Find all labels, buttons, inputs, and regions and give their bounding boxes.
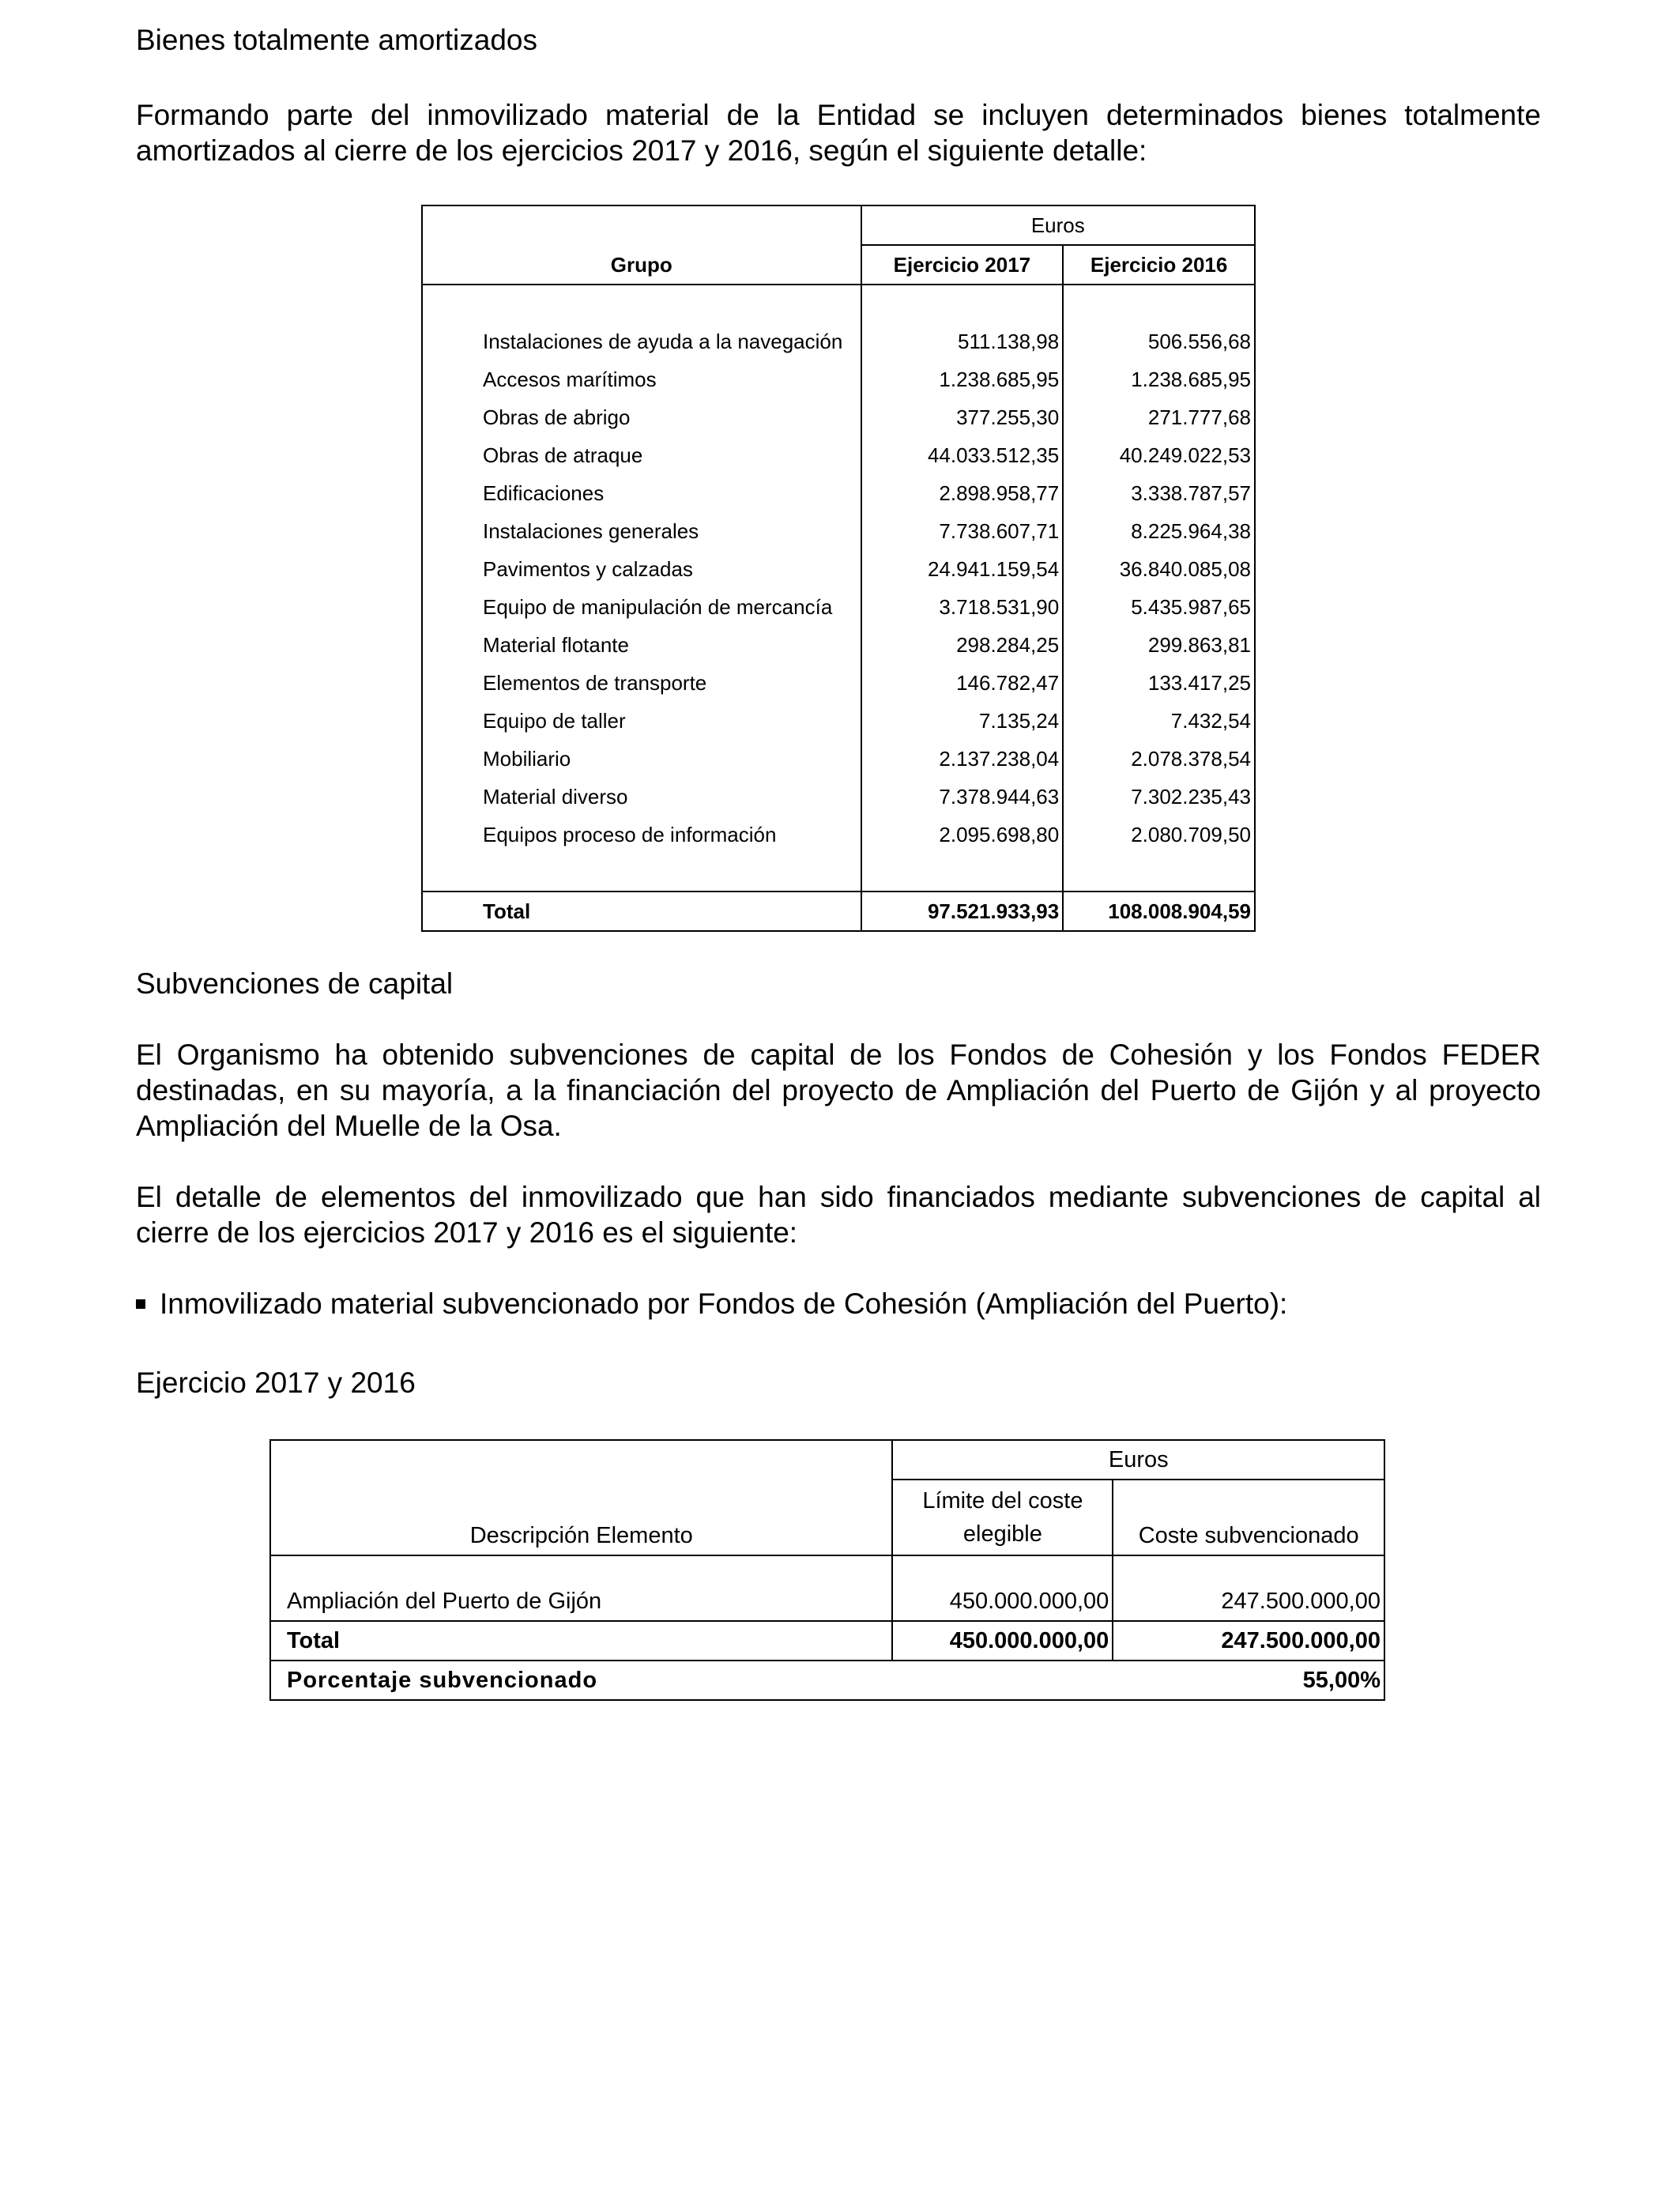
- table-row: [422, 512, 1255, 550]
- row-value-2016: 299.863,81: [1063, 626, 1255, 664]
- col-descripcion-header: Descripción Elemento: [270, 1480, 892, 1555]
- row-value-2016: 271.777,68: [1063, 398, 1255, 436]
- row-value-2017: 377.255,30: [861, 398, 1064, 436]
- row-label: Material flotante: [422, 626, 861, 664]
- table-row: [422, 474, 1255, 512]
- row-label: Equipo de taller: [422, 702, 861, 740]
- amortized-assets-table: [421, 205, 1256, 932]
- col-2016-header: Ejercicio 2016: [1063, 245, 1255, 285]
- total-coste: 247.500.000,00: [1113, 1621, 1384, 1661]
- total-label-2: Total: [270, 1621, 892, 1661]
- row-value-2017: 1.238.685,95: [861, 360, 1064, 398]
- row-value-2016: 3.338.787,57: [1063, 474, 1255, 512]
- table-row: [422, 778, 1255, 816]
- section-heading-bienes: Bienes totalmente amortizados: [136, 24, 537, 56]
- intro-paragraph: Formando parte del inmovilizado material de la Entidad se incluyen determinados bienes totalmente amortizados al cierre de los ejercicios 2017 y 2016, según el siguiente detalle:: [136, 99, 1541, 167]
- row-ampliacion-limit: 450.000.000,00: [892, 1582, 1113, 1621]
- row-value-2017: 24.941.159,54: [861, 550, 1064, 588]
- row-label: Material diverso: [422, 778, 861, 816]
- row-value-2016: 8.225.964,38: [1063, 512, 1255, 550]
- table-row: [422, 588, 1255, 626]
- row-label: Pavimentos y calzadas: [422, 550, 861, 588]
- table-row: [422, 740, 1255, 778]
- row-label: Instalaciones de ayuda a la navegación: [422, 322, 861, 360]
- row-label: Obras de abrigo: [422, 398, 861, 436]
- col-coste-header: Coste subvencionado: [1113, 1480, 1384, 1555]
- row-label: Elementos de transporte: [422, 664, 861, 702]
- row-value-2016: 7.432,54: [1063, 702, 1255, 740]
- col-2017-header: Ejercicio 2017: [861, 245, 1064, 285]
- total-limit: 450.000.000,00: [892, 1621, 1113, 1661]
- porcentaje-label: Porcentaje subvencionado: [270, 1661, 1113, 1700]
- row-value-2016: 5.435.987,65: [1063, 588, 1255, 626]
- subvenciones-paragraph-2: El detalle de elementos del inmovilizado que han sido financiados mediante subvenciones de capital al cierre de los ejercicios 2017 y 2016 es el siguiente:: [136, 1181, 1541, 1249]
- row-value-2017: 7.135,24: [861, 702, 1064, 740]
- total-label: Total: [422, 892, 861, 931]
- row-value-2016: 133.417,25: [1063, 664, 1255, 702]
- subvenciones-paragraph-1: El Organismo ha obtenido subvenciones de capital de los Fondos de Cohesión y los Fondos FEDER destinadas, en su mayoría, a la financiación del proyecto de Ampliación del Puerto de Gijón y al proyecto Ampliación del Muelle de la Osa.: [136, 1039, 1541, 1142]
- row-value-2017: 7.378.944,63: [861, 778, 1064, 816]
- row-value-2017: 44.033.512,35: [861, 436, 1064, 474]
- table-row: [422, 664, 1255, 702]
- row-value-2016: 7.302.235,43: [1063, 778, 1255, 816]
- total-2016: 108.008.904,59: [1063, 892, 1255, 931]
- table-row: [422, 436, 1255, 474]
- table-row: [422, 816, 1255, 854]
- row-label: Equipos proceso de información: [422, 816, 861, 854]
- row-value-2016: 36.840.085,08: [1063, 550, 1255, 588]
- row-value-2017: 2.137.238,04: [861, 740, 1064, 778]
- row-value-2017: 3.718.531,90: [861, 588, 1064, 626]
- row-label: Equipo de manipulación de mercancía: [422, 588, 861, 626]
- col-grupo-header: Grupo: [422, 245, 861, 285]
- row-label: Obras de atraque: [422, 436, 861, 474]
- col-limite-line2: elegible: [962, 1521, 1042, 1547]
- porcentaje-value: 55,00%: [1113, 1661, 1384, 1700]
- row-value-2016: 2.078.378,54: [1063, 740, 1255, 778]
- total-2017: 97.521.933,93: [861, 892, 1064, 931]
- row-value-2016: 40.249.022,53: [1063, 436, 1255, 474]
- row-label: Edificaciones: [422, 474, 861, 512]
- table-row: [422, 322, 1255, 360]
- row-value-2017: 146.782,47: [861, 664, 1064, 702]
- col-limite-line1: Límite del coste: [922, 1488, 1083, 1514]
- row-value-2017: 2.095.698,80: [861, 816, 1064, 854]
- section-heading-subvenciones: Subvenciones de capital: [136, 967, 454, 1000]
- row-value-2016: 2.080.709,50: [1063, 816, 1255, 854]
- euros-header-2: Euros: [892, 1440, 1384, 1480]
- row-label: Instalaciones generales: [422, 512, 861, 550]
- table-row: [422, 360, 1255, 398]
- row-value-2016: 506.556,68: [1063, 322, 1255, 360]
- table-row: [422, 626, 1255, 664]
- table-row: [422, 398, 1255, 436]
- col-limite-header: [892, 1480, 1113, 1555]
- row-value-2017: 7.738.607,71: [861, 512, 1064, 550]
- square-bullet-icon: [136, 1299, 145, 1309]
- row-ampliacion-label: Ampliación del Puerto de Gijón: [270, 1582, 892, 1621]
- euros-header: Euros: [861, 205, 1255, 245]
- row-value-2017: 2.898.958,77: [861, 474, 1064, 512]
- bullet-text: Inmovilizado material subvencionado por Fondos de Cohesión (Ampliación del Puerto):: [160, 1287, 1288, 1320]
- row-value-2016: 1.238.685,95: [1063, 360, 1255, 398]
- row-value-2017: 511.138,98: [861, 322, 1064, 360]
- row-label: Mobiliario: [422, 740, 861, 778]
- row-ampliacion-coste: 247.500.000,00: [1113, 1582, 1384, 1621]
- row-label: Accesos marítimos: [422, 360, 861, 398]
- row-value-2017: 298.284,25: [861, 626, 1064, 664]
- bullet-item: [136, 1286, 1287, 1321]
- table-row: [422, 702, 1255, 740]
- subsidized-assets-table: [269, 1439, 1385, 1701]
- ejercicio-subheading: Ejercicio 2017 y 2016: [136, 1367, 416, 1399]
- table-row: [422, 550, 1255, 588]
